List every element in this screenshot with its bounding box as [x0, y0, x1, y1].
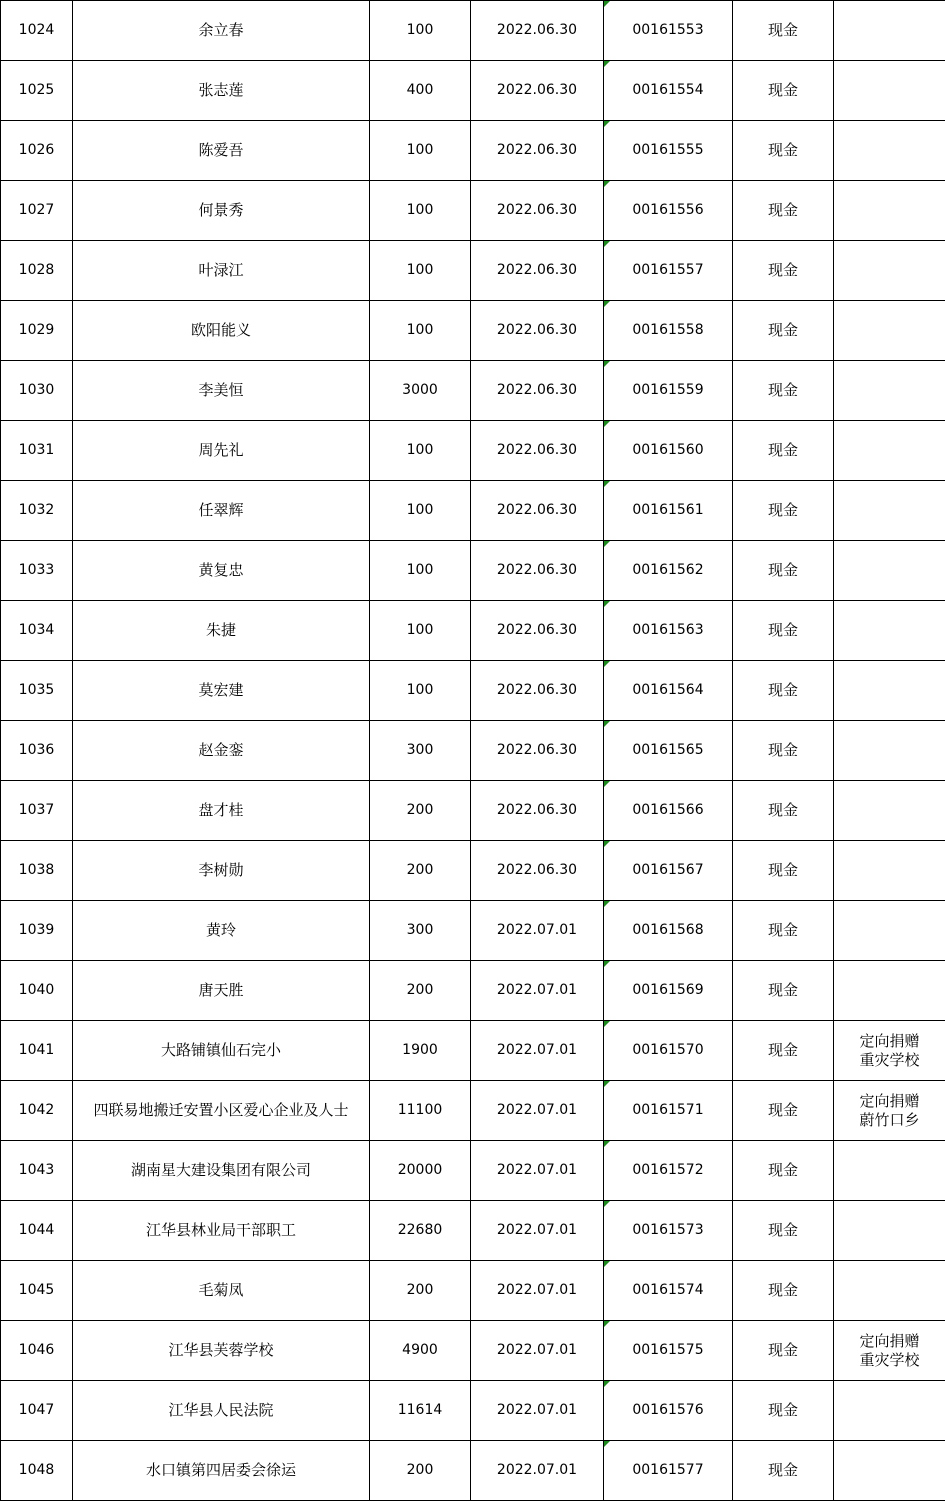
payment-method: 现金 — [733, 301, 834, 361]
receipt-number: 00161567 — [604, 841, 733, 901]
remark — [834, 61, 945, 121]
donation-date: 2022.07.01 — [471, 1261, 604, 1321]
remark — [834, 841, 945, 901]
donation-date: 2022.06.30 — [471, 421, 604, 481]
payment-method: 现金 — [733, 781, 834, 841]
donation-amount: 100 — [370, 661, 471, 721]
receipt-number: 00161575 — [604, 1321, 733, 1381]
table-row — [1, 361, 945, 421]
receipt-number: 00161572 — [604, 1141, 733, 1201]
table-row — [1, 421, 945, 481]
donation-date: 2022.06.30 — [471, 721, 604, 781]
donation-amount: 200 — [370, 1441, 471, 1501]
donation-date: 2022.07.01 — [471, 961, 604, 1021]
remark — [834, 481, 945, 541]
table-row — [1, 121, 945, 181]
table-row — [1, 541, 945, 601]
remark — [834, 301, 945, 361]
remark-line: 定向捐赠 — [859, 1091, 920, 1110]
donor-name: 张志莲 — [73, 61, 370, 121]
row-number: 1027 — [1, 181, 73, 241]
row-number: 1031 — [1, 421, 73, 481]
remark — [834, 1261, 945, 1321]
donation-date: 2022.06.30 — [471, 61, 604, 121]
receipt-number: 00161568 — [604, 901, 733, 961]
row-number: 1029 — [1, 301, 73, 361]
payment-method: 现金 — [733, 601, 834, 661]
payment-method: 现金 — [733, 181, 834, 241]
donation-amount: 300 — [370, 721, 471, 781]
remark — [834, 1141, 945, 1201]
donation-amount: 100 — [370, 121, 471, 181]
donation-amount: 200 — [370, 781, 471, 841]
table-row — [1, 1261, 945, 1321]
donor-name: 黄玲 — [73, 901, 370, 961]
donation-amount: 11614 — [370, 1381, 471, 1441]
remark — [834, 1441, 945, 1501]
remark-line: 重灾学校 — [859, 1350, 920, 1369]
payment-method: 现金 — [733, 721, 834, 781]
table-row — [1, 301, 945, 361]
donor-name: 任翠辉 — [73, 481, 370, 541]
donation-date: 2022.07.01 — [471, 1381, 604, 1441]
payment-method: 现金 — [733, 361, 834, 421]
table-row — [1, 481, 945, 541]
remark — [834, 961, 945, 1021]
row-number: 1026 — [1, 121, 73, 181]
donation-date: 2022.07.01 — [471, 1441, 604, 1501]
row-number: 1040 — [1, 961, 73, 1021]
remark-line: 定向捐赠 — [859, 1031, 920, 1050]
receipt-number: 00161557 — [604, 241, 733, 301]
payment-method: 现金 — [733, 121, 834, 181]
receipt-number: 00161555 — [604, 121, 733, 181]
row-number: 1036 — [1, 721, 73, 781]
remark — [834, 781, 945, 841]
receipt-number: 00161565 — [604, 721, 733, 781]
remark-line: 蔚竹口乡 — [859, 1110, 920, 1129]
remark-line: 重灾学校 — [859, 1050, 920, 1069]
donor-name: 盘才桂 — [73, 781, 370, 841]
receipt-number: 00161561 — [604, 481, 733, 541]
donation-date: 2022.07.01 — [471, 1201, 604, 1261]
donor-name: 余立春 — [73, 1, 370, 61]
receipt-number: 00161574 — [604, 1261, 733, 1321]
payment-method: 现金 — [733, 1261, 834, 1321]
remark — [834, 1081, 945, 1141]
table-row — [1, 1021, 945, 1081]
donation-date: 2022.07.01 — [471, 1021, 604, 1081]
table-row — [1, 1141, 945, 1201]
donation-date: 2022.06.30 — [471, 301, 604, 361]
donation-amount: 4900 — [370, 1321, 471, 1381]
row-number: 1028 — [1, 241, 73, 301]
payment-method: 现金 — [733, 1081, 834, 1141]
row-number: 1037 — [1, 781, 73, 841]
remark — [834, 901, 945, 961]
payment-method: 现金 — [733, 1021, 834, 1081]
donation-amount: 100 — [370, 481, 471, 541]
donor-name: 欧阳能义 — [73, 301, 370, 361]
payment-method: 现金 — [733, 841, 834, 901]
donation-date: 2022.07.01 — [471, 1321, 604, 1381]
receipt-number: 00161560 — [604, 421, 733, 481]
donation-amount: 11100 — [370, 1081, 471, 1141]
donation-date: 2022.06.30 — [471, 481, 604, 541]
table-row — [1, 601, 945, 661]
payment-method: 现金 — [733, 1201, 834, 1261]
payment-method: 现金 — [733, 1321, 834, 1381]
payment-method: 现金 — [733, 1381, 834, 1441]
donor-name: 江华县芙蓉学校 — [73, 1321, 370, 1381]
payment-method: 现金 — [733, 901, 834, 961]
donor-name: 何景秀 — [73, 181, 370, 241]
remark — [834, 721, 945, 781]
remark — [834, 541, 945, 601]
donor-name: 黄复忠 — [73, 541, 370, 601]
remark — [834, 241, 945, 301]
donation-amount: 200 — [370, 961, 471, 1021]
donation-amount: 400 — [370, 61, 471, 121]
donation-date: 2022.06.30 — [471, 361, 604, 421]
payment-method: 现金 — [733, 421, 834, 481]
receipt-number: 00161569 — [604, 961, 733, 1021]
donation-date: 2022.06.30 — [471, 541, 604, 601]
table-row — [1, 241, 945, 301]
remark — [834, 1201, 945, 1261]
donation-amount: 100 — [370, 601, 471, 661]
table-row — [1, 961, 945, 1021]
row-number: 1030 — [1, 361, 73, 421]
donor-name: 四联易地搬迁安置小区爱心企业及人士 — [73, 1081, 370, 1141]
row-number: 1043 — [1, 1141, 73, 1201]
row-number: 1033 — [1, 541, 73, 601]
receipt-number: 00161577 — [604, 1441, 733, 1501]
donation-amount: 100 — [370, 421, 471, 481]
donation-date: 2022.06.30 — [471, 181, 604, 241]
table-row — [1, 1, 945, 61]
donation-amount: 300 — [370, 901, 471, 961]
donor-name: 江华县人民法院 — [73, 1381, 370, 1441]
donation-amount: 20000 — [370, 1141, 471, 1201]
remark-line: 定向捐赠 — [859, 1331, 920, 1350]
donor-name: 叶渌江 — [73, 241, 370, 301]
payment-method: 现金 — [733, 961, 834, 1021]
donation-date: 2022.07.01 — [471, 901, 604, 961]
payment-method: 现金 — [733, 1141, 834, 1201]
donor-name: 大路铺镇仙石完小 — [73, 1021, 370, 1081]
receipt-number: 00161559 — [604, 361, 733, 421]
table-row — [1, 1201, 945, 1261]
payment-method: 现金 — [733, 1441, 834, 1501]
receipt-number: 00161563 — [604, 601, 733, 661]
payment-method: 现金 — [733, 241, 834, 301]
donation-amount: 3000 — [370, 361, 471, 421]
donation-amount: 100 — [370, 241, 471, 301]
receipt-number: 00161564 — [604, 661, 733, 721]
receipt-number: 00161554 — [604, 61, 733, 121]
table-row — [1, 1441, 945, 1501]
table-row — [1, 661, 945, 721]
row-number: 1025 — [1, 61, 73, 121]
donor-name: 毛菊凤 — [73, 1261, 370, 1321]
remark — [834, 1, 945, 61]
row-number: 1038 — [1, 841, 73, 901]
remark — [834, 181, 945, 241]
table-row — [1, 181, 945, 241]
remark — [834, 421, 945, 481]
donation-amount: 100 — [370, 301, 471, 361]
remark — [834, 1021, 945, 1081]
row-number: 1034 — [1, 601, 73, 661]
donor-name: 周先礼 — [73, 421, 370, 481]
row-number: 1032 — [1, 481, 73, 541]
remark — [834, 601, 945, 661]
donor-name: 陈爱吾 — [73, 121, 370, 181]
donor-name: 赵金銮 — [73, 721, 370, 781]
donor-name: 莫宏建 — [73, 661, 370, 721]
payment-method: 现金 — [733, 1, 834, 61]
remark — [834, 361, 945, 421]
donation-amount: 200 — [370, 1261, 471, 1321]
table-row — [1, 781, 945, 841]
donation-date: 2022.06.30 — [471, 841, 604, 901]
table-row — [1, 841, 945, 901]
row-number: 1042 — [1, 1081, 73, 1141]
payment-method: 现金 — [733, 661, 834, 721]
receipt-number: 00161576 — [604, 1381, 733, 1441]
table-row — [1, 1321, 945, 1381]
table-row — [1, 1381, 945, 1441]
row-number: 1039 — [1, 901, 73, 961]
payment-method: 现金 — [733, 481, 834, 541]
donation-amount: 100 — [370, 1, 471, 61]
receipt-number: 00161571 — [604, 1081, 733, 1141]
table-row — [1, 61, 945, 121]
donation-date: 2022.07.01 — [471, 1141, 604, 1201]
donor-name: 江华县林业局干部职工 — [73, 1201, 370, 1261]
table-row — [1, 721, 945, 781]
receipt-number: 00161570 — [604, 1021, 733, 1081]
donation-amount: 22680 — [370, 1201, 471, 1261]
receipt-number: 00161556 — [604, 181, 733, 241]
receipt-number: 00161562 — [604, 541, 733, 601]
payment-method: 现金 — [733, 61, 834, 121]
remark — [834, 1321, 945, 1381]
donor-name: 朱捷 — [73, 601, 370, 661]
receipt-number: 00161573 — [604, 1201, 733, 1261]
donation-date: 2022.06.30 — [471, 661, 604, 721]
remark — [834, 121, 945, 181]
remark — [834, 661, 945, 721]
donation-amount: 100 — [370, 541, 471, 601]
donation-date: 2022.06.30 — [471, 601, 604, 661]
row-number: 1044 — [1, 1201, 73, 1261]
row-number: 1046 — [1, 1321, 73, 1381]
donor-name: 唐天胜 — [73, 961, 370, 1021]
receipt-number: 00161566 — [604, 781, 733, 841]
receipt-number: 00161558 — [604, 301, 733, 361]
donation-amount: 100 — [370, 181, 471, 241]
table-row — [1, 901, 945, 961]
donor-name: 湖南星大建设集团有限公司 — [73, 1141, 370, 1201]
table-row — [1, 1081, 945, 1141]
row-number: 1024 — [1, 1, 73, 61]
row-number: 1035 — [1, 661, 73, 721]
donation-amount: 1900 — [370, 1021, 471, 1081]
row-number: 1048 — [1, 1441, 73, 1501]
row-number: 1041 — [1, 1021, 73, 1081]
donation-date: 2022.07.01 — [471, 1081, 604, 1141]
table-body — [1, 1, 945, 1501]
receipt-number: 00161553 — [604, 1, 733, 61]
donation-date: 2022.06.30 — [471, 781, 604, 841]
row-number: 1045 — [1, 1261, 73, 1321]
payment-method: 现金 — [733, 541, 834, 601]
donor-name: 水口镇第四居委会徐运 — [73, 1441, 370, 1501]
donor-name: 李树勋 — [73, 841, 370, 901]
donor-name: 李美恒 — [73, 361, 370, 421]
row-number: 1047 — [1, 1381, 73, 1441]
donation-date: 2022.06.30 — [471, 1, 604, 61]
donation-amount: 200 — [370, 841, 471, 901]
remark — [834, 1381, 945, 1441]
donation-date: 2022.06.30 — [471, 241, 604, 301]
donation-date: 2022.06.30 — [471, 121, 604, 181]
